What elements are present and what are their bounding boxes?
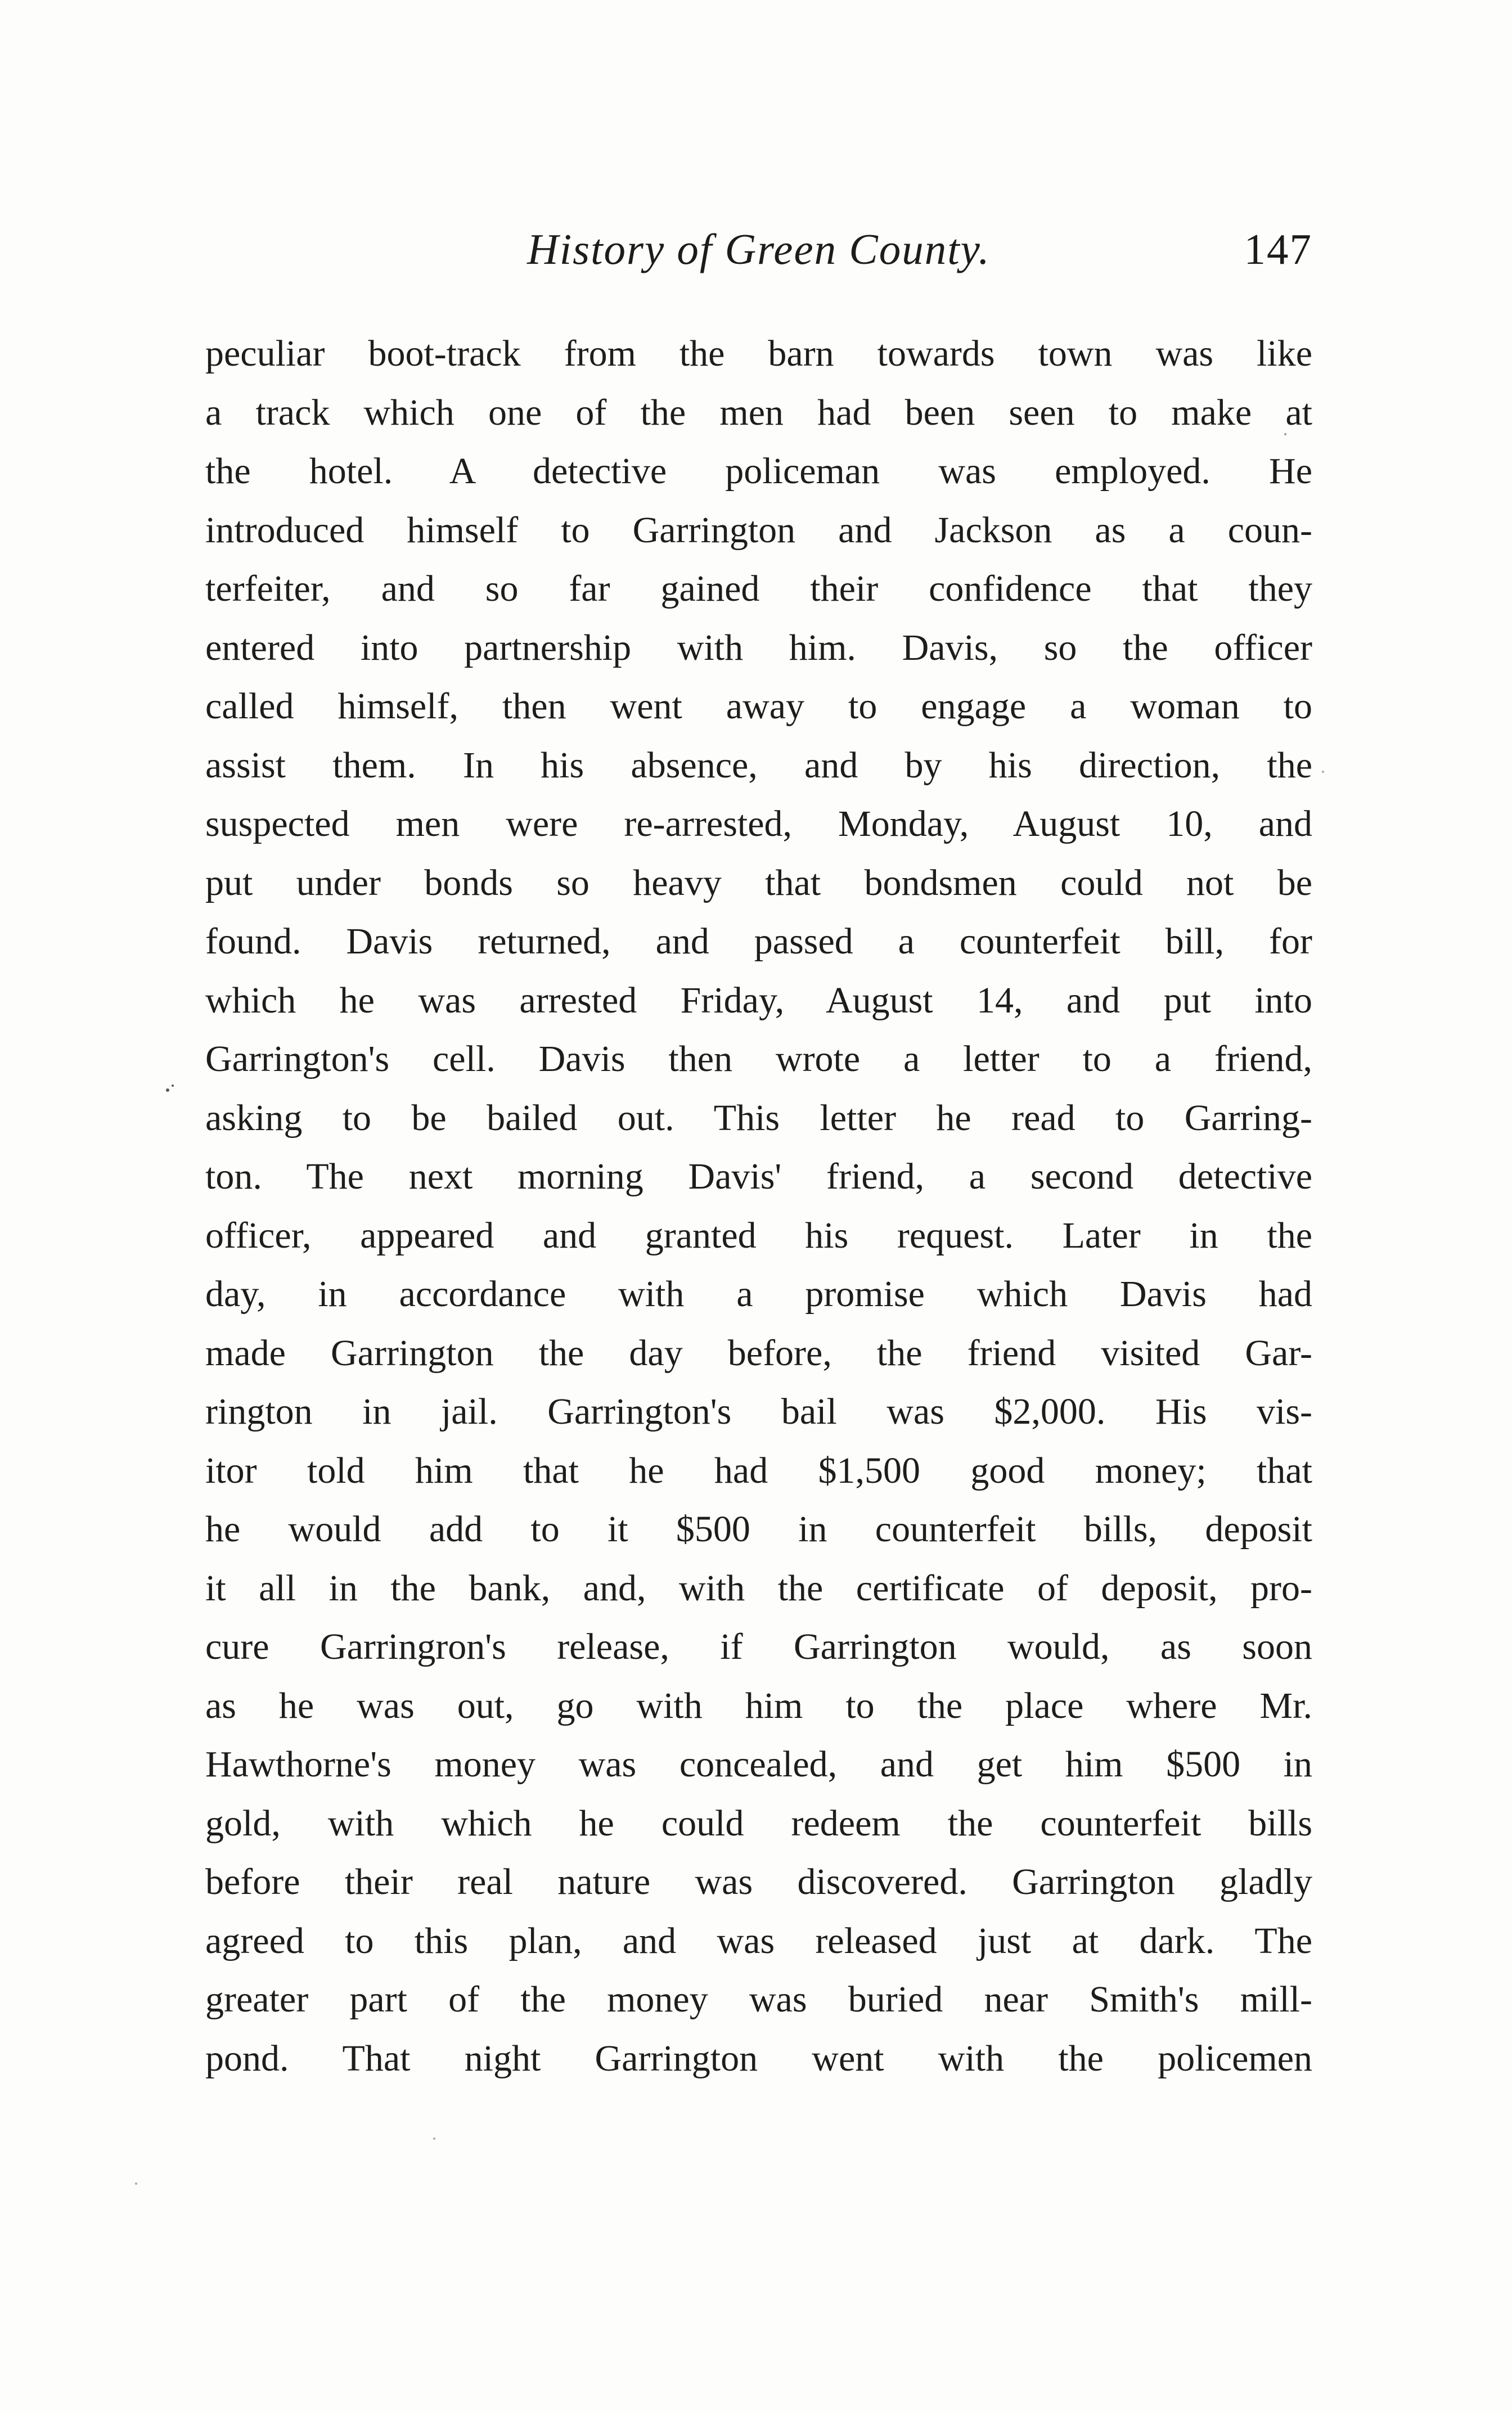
text-line: assist them. In his absence, and by his direction, the bbox=[205, 744, 1312, 786]
text-line: asking to be bailed out. This letter he read to Garring- bbox=[205, 1097, 1312, 1138]
scan-speck bbox=[166, 1088, 169, 1092]
scan-speck bbox=[172, 1084, 174, 1087]
text-line: Hawthorne's money was concealed, and get him $500 in bbox=[205, 1744, 1312, 1785]
text-line: suspected men were re-arrested, Monday, August 10, and bbox=[205, 803, 1312, 844]
text-line: before their real nature was discovered. Garrington gladly bbox=[205, 1861, 1312, 1902]
text-line: day, in accordance with a promise which Davis had bbox=[205, 1274, 1312, 1315]
text-line: entered into partnership with him. Davis, so the officer bbox=[205, 627, 1312, 668]
text-line: he would add to it $500 in counterfeit bills, deposit bbox=[205, 1509, 1312, 1550]
text-line: agreed to this plan, and was released just at dark. The bbox=[205, 1920, 1312, 1961]
text-line: pond. That night Garrington went with the policemen bbox=[205, 2037, 1312, 2079]
text-line: greater part of the money was buried near Smith's mill- bbox=[205, 1979, 1312, 2020]
text-line: it all in the bank, and, with the certificate of deposit, pro- bbox=[205, 1567, 1312, 1609]
text-line: terfeiter, and so far gained their confidence that they bbox=[205, 568, 1312, 609]
text-line: put under bonds so heavy that bondsmen could not be bbox=[205, 862, 1312, 903]
running-title: History of Green County. bbox=[527, 225, 991, 273]
text-line: gold, with which he could redeem the counterfeit bills bbox=[205, 1802, 1312, 1844]
text-line: a track which one of the men had been seen to make at bbox=[205, 392, 1312, 433]
text-line: called himself, then went away to engage a woman to bbox=[205, 686, 1312, 727]
text-line: rington in jail. Garrington's bail was $2,000. His vis- bbox=[205, 1391, 1312, 1432]
text-line: made Garrington the day before, the friend visited Gar- bbox=[205, 1332, 1312, 1374]
scan-speck bbox=[433, 2138, 435, 2140]
scan-speck bbox=[1284, 433, 1286, 435]
text-line: officer, appeared and granted his request. Later in the bbox=[205, 1214, 1312, 1256]
text-line: as he was out, go with him to the place where Mr. bbox=[205, 1685, 1312, 1726]
page-number: 147 bbox=[1244, 225, 1312, 273]
text-line: cure Garringron's release, if Garrington would, as soon bbox=[205, 1626, 1312, 1667]
scan-speck bbox=[135, 2182, 137, 2185]
running-head bbox=[205, 218, 1312, 280]
text-line: found. Davis returned, and passed a counterfeit bill, for bbox=[205, 921, 1312, 962]
body-text bbox=[205, 325, 1312, 2088]
scan-speck bbox=[1322, 771, 1324, 773]
text-line: peculiar boot-track from the barn towards town was like bbox=[205, 333, 1312, 374]
text-line: itor told him that he had $1,500 good money; that bbox=[205, 1450, 1312, 1491]
text-line: ton. The next morning Davis' friend, a second detective bbox=[205, 1156, 1312, 1197]
text-line: introduced himself to Garrington and Jackson as a coun- bbox=[205, 509, 1312, 551]
text-line: which he was arrested Friday, August 14, and put into bbox=[205, 979, 1312, 1021]
text-line: Garrington's cell. Davis then wrote a letter to a friend, bbox=[205, 1038, 1312, 1079]
text-line: the hotel. A detective policeman was employed. He bbox=[205, 451, 1312, 492]
